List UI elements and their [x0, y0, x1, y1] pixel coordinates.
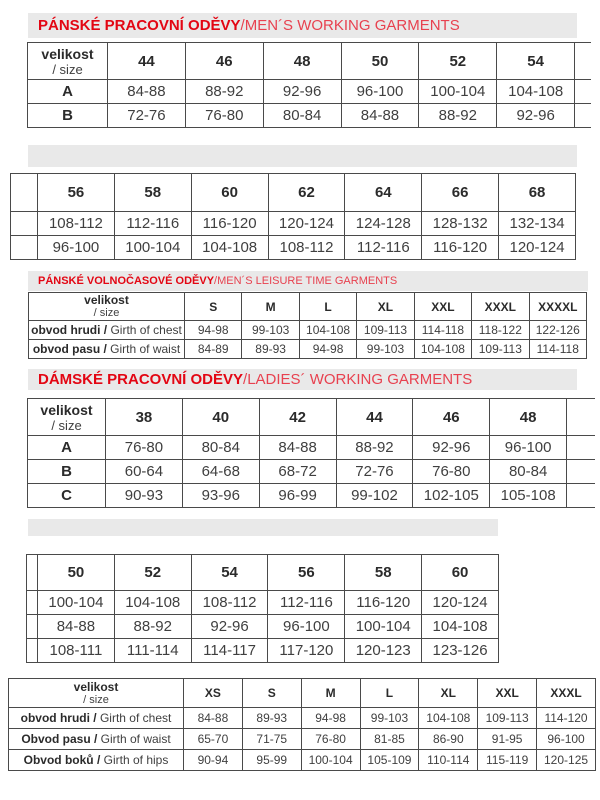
row-label-cell: A [28, 80, 108, 104]
value-cell: 84-88 [108, 80, 186, 104]
section-title-english: MEN´S WORKING GARMENTS [244, 17, 460, 34]
row-label-cell: Obvod pasu / Girth of waist [9, 729, 184, 750]
value-cell: 110-114 [419, 750, 478, 771]
size-corner-cell: velikost / size [29, 293, 185, 321]
value-cell: 84-88 [38, 615, 115, 639]
value-cell: 92-96 [413, 436, 490, 460]
value-cell: 108-112 [268, 236, 345, 260]
value-cell: 100-104 [114, 236, 191, 260]
empty-lead-cell [27, 639, 38, 663]
mens-working-table-part1-clip [27, 42, 591, 132]
size-header-cell: 54 [191, 555, 268, 591]
value-cell [575, 80, 591, 104]
row-label-cell: obvod hrudi / Girth of chest [9, 708, 184, 729]
value-cell: 104-108 [299, 321, 356, 340]
title-separator: / [243, 371, 248, 388]
value-cell: 114-120 [537, 708, 596, 729]
table-row [9, 708, 596, 729]
value-cell: 80-84 [263, 104, 341, 128]
empty-lead-cell [11, 174, 38, 212]
mens-working-table-part1 [27, 42, 591, 128]
ladies-letter-size-table [8, 678, 596, 771]
size-header-cell: 42 [259, 399, 336, 436]
empty-lead-cell [11, 236, 38, 260]
row-label-cell: A [28, 436, 106, 460]
empty-lead-cell [27, 555, 38, 591]
value-cell: 84-88 [341, 104, 419, 128]
value-cell: 118-122 [472, 321, 529, 340]
section-title-ladies-working [28, 369, 577, 390]
value-cell: 89-93 [242, 708, 301, 729]
value-cell: 120-123 [345, 639, 422, 663]
size-header-cell: 60 [422, 555, 499, 591]
value-cell: 93-96 [182, 484, 259, 508]
section-title-czech: PÁNSKÉ PRACOVNÍ ODĚVY [38, 17, 241, 34]
value-cell: 81-85 [360, 729, 419, 750]
ladies-working-table-part2 [26, 554, 499, 663]
value-cell: 116-120 [345, 591, 422, 615]
value-cell: 99-103 [360, 708, 419, 729]
row-label-cell: B [28, 460, 106, 484]
value-cell: 116-120 [191, 212, 268, 236]
value-cell: 100-104 [345, 615, 422, 639]
size-header-cell: XXXL [472, 293, 529, 321]
size-header-cell: M [301, 679, 360, 708]
section-title-czech: PÁNSKÉ VOLNOČASOVÉ ODĚVY [38, 275, 215, 287]
value-cell [567, 436, 595, 460]
value-cell: 96-100 [341, 80, 419, 104]
value-cell: 76-80 [106, 436, 183, 460]
value-cell: 96-100 [268, 615, 345, 639]
value-cell: 120-124 [499, 236, 576, 260]
empty-lead-cell [27, 591, 38, 615]
value-cell: 90-93 [106, 484, 183, 508]
section-title-english: LADIES´ WORKING GARMENTS [247, 371, 473, 388]
title-separator: / [214, 275, 218, 287]
value-cell: 100-104 [419, 80, 497, 104]
value-cell: 90-94 [184, 750, 243, 771]
value-cell: 105-108 [490, 484, 567, 508]
size-header-cell: 54 [497, 43, 575, 80]
value-cell: 60-64 [106, 460, 183, 484]
size-header-cell: 58 [345, 555, 422, 591]
value-cell: 128-132 [422, 212, 499, 236]
row-label-cell: obvod hrudi / Girth of chest [29, 321, 185, 340]
size-header-cell: L [360, 679, 419, 708]
size-header-cell: 40 [182, 399, 259, 436]
size-header-cell: 50 [341, 43, 419, 80]
size-header-cell: 44 [336, 399, 413, 436]
value-cell: 104-108 [414, 340, 471, 359]
value-cell: 94-98 [301, 708, 360, 729]
value-cell: 91-95 [478, 729, 537, 750]
value-cell: 112-116 [114, 212, 191, 236]
value-cell: 96-100 [490, 436, 567, 460]
size-header-cell: 60 [191, 174, 268, 212]
size-header-cell: 38 [106, 399, 183, 436]
value-cell: 99-102 [336, 484, 413, 508]
size-corner-cell: velikost / size [28, 399, 106, 436]
value-cell: 109-113 [472, 340, 529, 359]
size-header-cell: XXXL [537, 679, 596, 708]
table-row [11, 236, 576, 260]
mens-leisure-table [28, 292, 587, 359]
value-cell: 80-84 [490, 460, 567, 484]
value-cell: 108-111 [38, 639, 115, 663]
table-row [27, 615, 499, 639]
value-cell: 76-80 [413, 460, 490, 484]
value-cell: 104-108 [114, 591, 191, 615]
value-cell: 120-125 [537, 750, 596, 771]
value-cell: 124-128 [345, 212, 422, 236]
table-row [29, 321, 587, 340]
value-cell: 104-108 [191, 236, 268, 260]
value-cell: 112-116 [345, 236, 422, 260]
value-cell: 115-119 [478, 750, 537, 771]
value-cell: 92-96 [263, 80, 341, 104]
value-cell [575, 104, 591, 128]
size-header-cell: 48 [490, 399, 567, 436]
size-header-cell [567, 399, 595, 436]
value-cell: 96-100 [38, 236, 115, 260]
empty-lead-cell [27, 615, 38, 639]
size-header-cell: XL [419, 679, 478, 708]
value-cell: 76-80 [301, 729, 360, 750]
section-title-english: MEN´S LEISURE TIME GARMENTS [217, 275, 398, 287]
size-header-cell: 56 [38, 174, 115, 212]
value-cell: 104-108 [497, 80, 575, 104]
size-header-cell: 62 [268, 174, 345, 212]
size-header-cell: 46 [413, 399, 490, 436]
size-header-cell: 64 [345, 174, 422, 212]
size-header-cell: XXL [478, 679, 537, 708]
empty-lead-cell [11, 212, 38, 236]
value-cell: 100-104 [301, 750, 360, 771]
value-cell: 120-124 [268, 212, 345, 236]
value-cell: 99-103 [242, 321, 299, 340]
size-header-cell: 68 [499, 174, 576, 212]
table-row [28, 460, 596, 484]
value-cell: 112-116 [268, 591, 345, 615]
value-cell: 88-92 [336, 436, 413, 460]
value-cell [567, 460, 595, 484]
size-header-cell: 48 [263, 43, 341, 80]
value-cell: 102-105 [413, 484, 490, 508]
value-cell: 122-126 [529, 321, 586, 340]
value-cell: 71-75 [242, 729, 301, 750]
value-cell: 72-76 [108, 104, 186, 128]
value-cell: 108-112 [191, 591, 268, 615]
size-header-cell: S [185, 293, 242, 321]
value-cell: 65-70 [184, 729, 243, 750]
size-header-cell: 52 [114, 555, 191, 591]
value-cell: 94-98 [185, 321, 242, 340]
value-cell: 108-112 [38, 212, 115, 236]
value-cell: 116-120 [422, 236, 499, 260]
value-cell: 92-96 [191, 615, 268, 639]
size-header-cell: XXXXL [529, 293, 586, 321]
size-header-cell [575, 43, 591, 80]
value-cell: 96-99 [259, 484, 336, 508]
value-cell: 132-134 [499, 212, 576, 236]
ladies-working-table-part1-clip [27, 398, 595, 513]
table-row [9, 750, 596, 771]
value-cell: 117-120 [268, 639, 345, 663]
section-title-czech: DÁMSKÉ PRACOVNÍ ODĚVY [38, 371, 244, 388]
value-cell: 68-72 [259, 460, 336, 484]
value-cell: 96-100 [537, 729, 596, 750]
value-cell: 109-113 [478, 708, 537, 729]
value-cell: 84-88 [184, 708, 243, 729]
size-header-cell: 56 [268, 555, 345, 591]
row-label-cell: Obvod boků / Girth of hips [9, 750, 184, 771]
value-cell: 94-98 [299, 340, 356, 359]
row-label-cell: obvod pasu / Girth of waist [29, 340, 185, 359]
value-cell: 88-92 [114, 615, 191, 639]
title-separator: / [240, 17, 245, 34]
value-cell: 123-126 [422, 639, 499, 663]
value-cell: 100-104 [38, 591, 115, 615]
value-cell: 114-117 [191, 639, 268, 663]
value-cell: 114-118 [529, 340, 586, 359]
ladies-working-table-part1 [27, 398, 595, 508]
value-cell: 99-103 [357, 340, 414, 359]
value-cell: 76-80 [185, 104, 263, 128]
row-label-cell: C [28, 484, 106, 508]
section-title-mens-working [28, 13, 577, 38]
size-header-cell: M [242, 293, 299, 321]
value-cell: 114-118 [414, 321, 471, 340]
value-cell: 88-92 [185, 80, 263, 104]
value-cell: 95-99 [242, 750, 301, 771]
size-header-cell: XL [357, 293, 414, 321]
value-cell: 109-113 [357, 321, 414, 340]
value-cell: 84-88 [259, 436, 336, 460]
value-cell: 105-109 [360, 750, 419, 771]
size-header-cell: S [242, 679, 301, 708]
table-row [27, 591, 499, 615]
value-cell: 104-108 [419, 708, 478, 729]
section-title-mens-leisure [28, 271, 588, 291]
value-cell: 104-108 [422, 615, 499, 639]
value-cell: 89-93 [242, 340, 299, 359]
value-cell: 120-124 [422, 591, 499, 615]
size-header-cell: 50 [38, 555, 115, 591]
value-cell: 86-90 [419, 729, 478, 750]
value-cell: 84-89 [185, 340, 242, 359]
size-corner-cell: velikost / size [9, 679, 184, 708]
mens-working-table-part2 [10, 173, 576, 260]
table-row [28, 104, 592, 128]
spacer-bar-2 [28, 519, 498, 536]
size-header-cell: XS [184, 679, 243, 708]
value-cell: 111-114 [114, 639, 191, 663]
size-corner-cell: velikost / size [28, 43, 108, 80]
size-header-cell: 52 [419, 43, 497, 80]
row-label-cell: B [28, 104, 108, 128]
size-header-cell: 46 [185, 43, 263, 80]
value-cell: 92-96 [497, 104, 575, 128]
table-row [9, 729, 596, 750]
table-row [28, 484, 596, 508]
size-header-cell: 66 [422, 174, 499, 212]
value-cell: 64-68 [182, 460, 259, 484]
table-row [11, 212, 576, 236]
table-row [28, 436, 596, 460]
table-row [29, 340, 587, 359]
value-cell: 80-84 [182, 436, 259, 460]
table-row [27, 639, 499, 663]
spacer-bar-1 [28, 145, 577, 167]
value-cell: 88-92 [419, 104, 497, 128]
size-header-cell: XXL [414, 293, 471, 321]
size-header-cell: 58 [114, 174, 191, 212]
size-header-cell: 44 [108, 43, 186, 80]
size-header-cell: L [299, 293, 356, 321]
value-cell: 72-76 [336, 460, 413, 484]
table-row [28, 80, 592, 104]
value-cell [567, 484, 595, 508]
